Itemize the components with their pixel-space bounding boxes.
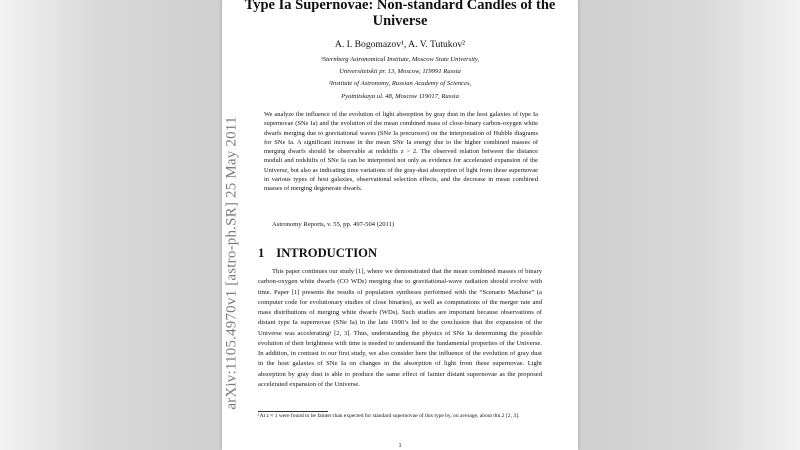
affiliation-line: Pyatnitskaya ul. 48, Moscow 119017, Russia (341, 93, 459, 100)
author-list: A. I. Bogomazov¹, A. V. Tutukov² (334, 39, 466, 50)
abstract: We analyze the influence of the evolution of light absorption by gray dust in the host galaxies of type Ia supernovae (SNe Ia) and the evolution of the mean combined mass of close-binary carbon-oxygen white dwarfs merging due to gravitational waves (SNe Ia precursors) on the interpretation of Hubble diagrams for SNe Ia. A significant increase in the mean SNe Ia energy due to the higher combined masses of merging dwarfs should be observable at redshifts z > 2. The observed relation between the distance moduli and redshifts of SNe Ia can be interpreted not only as evidence for accelerated expansion of the Universe, but also as indicating time variations of the gray-dust absorption of light from these supernovae in various types of host galaxies, observational selection effects, and the decrease in mean combined masses of merging degenerate dwarfs. (264, 111, 538, 193)
arxiv-identifier[interactable]: arXiv:1105.4970v1 [astro-ph.SR] 25 May 2011 (223, 116, 240, 410)
section-number: 1 (258, 246, 265, 260)
affiliation-line: Universitetskii pr. 13, Moscow, 119991 Russia (339, 68, 461, 75)
paper-title: Type Ia Supernovae: Non-standard Candles of the Universe (244, 0, 556, 29)
affiliation-line: ¹Sternberg Astronomical Institute, Moscow State University, (320, 56, 480, 63)
affiliation-line: ²Institute of Astronomy, Russian Academy of Sciences, (328, 80, 472, 87)
section-title: INTRODUCTION (276, 246, 378, 260)
section-heading (258, 246, 377, 261)
footnote-rule (258, 411, 328, 412)
paper-page (222, 0, 578, 450)
intro-paragraph: This paper continues our study [1], where we demonstrated that the mean combined masses of binary carbon-oxygen white dwarfs (CO WDs) merging due to gravitational-wave radiation should evolve with time. Paper [1] presents the results of population syntheses performed with the “Scenario Machine” (a computer code for evolutionary studies of close binaries), as well as computations of the merger rate and mass distributions of merging white dwarfs (WDs). Such studies are important because observations of distant type Ia supernovae (SNe Ia) in the late 1990’s led to the conclusion that the expansion of the Universe was accelerating¹ [2, 3]. Thus, understanding the physics of SNe Ia determining the possible evolution of their brightness with time is needed to understand the fundamental properties of the Universe. In addition, in contrast to our first study, we also consider here the influence of the evolution of gray dust in the host galaxies of SNe Ia on changes in the absorption of light from these supernovae. Light absorption by gray dust is able to produce the same effect of fainter distant supernovae as the proposed accelerated expansion of the Universe. (258, 268, 542, 388)
page-number: 1 (398, 442, 402, 449)
journal-reference: Astronomy Reports, v. 55, pp. 497-504 (2011) (272, 221, 395, 228)
footnote: ¹At z ≈ 1 were found to be fainter than expected for standard supernovae of this type by, on average, about 0m.2 [2, 3]. (258, 413, 520, 419)
